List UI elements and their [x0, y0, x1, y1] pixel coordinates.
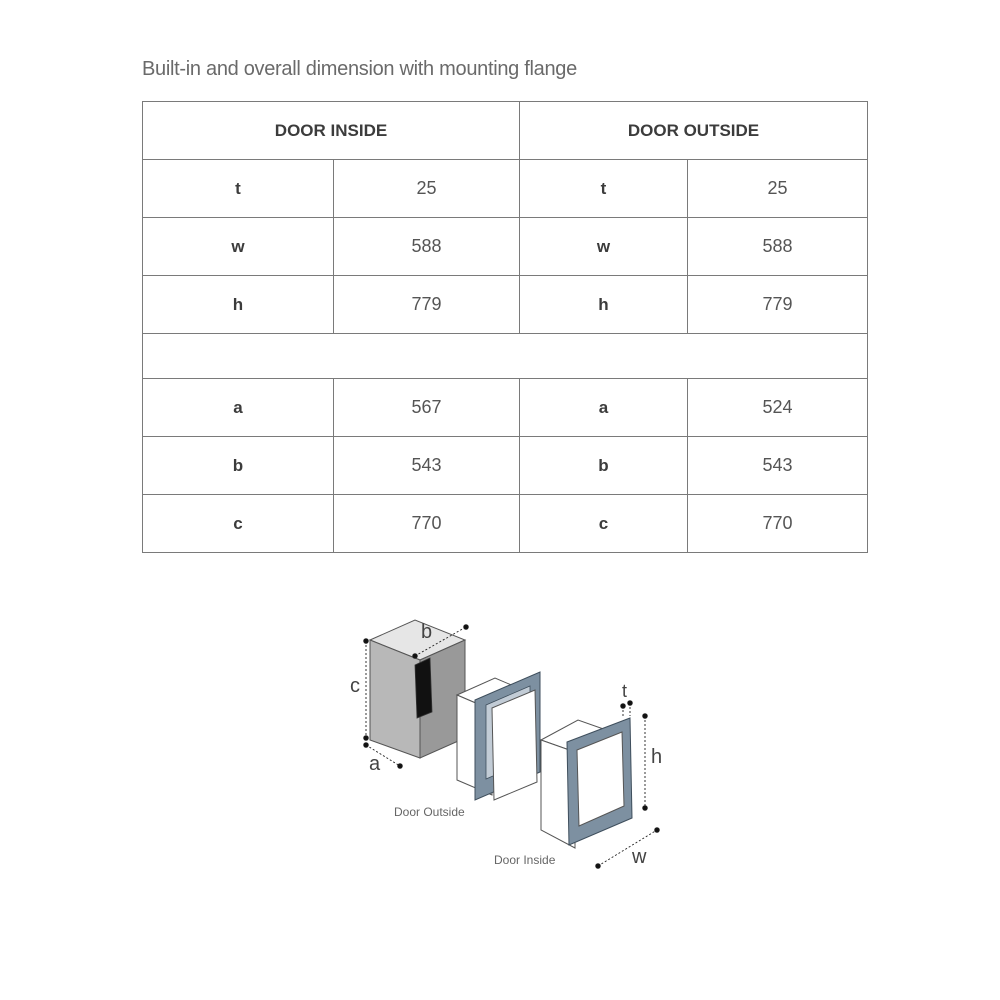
page-title: Built-in and overall dimension with mounting flange	[142, 58, 577, 80]
outside-value: 25	[688, 160, 868, 218]
table-row	[143, 218, 868, 276]
inside-value: 779	[334, 276, 520, 334]
outside-value: 524	[688, 379, 868, 437]
dimensions-table	[142, 101, 868, 553]
inside-value: 770	[334, 495, 520, 553]
inside-label: t	[143, 160, 334, 218]
door-inside-unit	[541, 718, 632, 848]
inside-value: 588	[334, 218, 520, 276]
cutout-box	[370, 620, 465, 758]
outside-value: 779	[688, 276, 868, 334]
dim-label-t: t	[622, 681, 628, 701]
outside-value: 588	[688, 218, 868, 276]
dim-label-b: b	[421, 621, 433, 643]
outside-label: h	[520, 276, 688, 334]
inside-value: 567	[334, 379, 520, 437]
inside-value: 543	[334, 437, 520, 495]
spacer-cell	[143, 334, 868, 379]
door-outside-unit	[457, 672, 540, 800]
table-row	[143, 379, 868, 437]
dim-label-a: a	[369, 753, 381, 775]
inside-value: 25	[334, 160, 520, 218]
table-row	[143, 437, 868, 495]
inside-label: w	[143, 218, 334, 276]
dim-label-h: h	[651, 746, 663, 768]
caption-door-outside: Door Outside	[394, 805, 465, 819]
header-door-outside: DOOR OUTSIDE	[520, 102, 868, 160]
outside-value: 770	[688, 495, 868, 553]
inside-label: b	[143, 437, 334, 495]
inside-label: a	[143, 379, 334, 437]
table-row	[143, 495, 868, 553]
table-row	[143, 160, 868, 218]
dim-label-w: w	[632, 846, 647, 868]
outside-label: c	[520, 495, 688, 553]
header-door-inside: DOOR INSIDE	[143, 102, 520, 160]
dimension-diagram	[330, 600, 690, 890]
outside-label: t	[520, 160, 688, 218]
outside-value: 543	[688, 437, 868, 495]
outside-label: a	[520, 379, 688, 437]
outside-label: w	[520, 218, 688, 276]
table-row	[143, 276, 868, 334]
table-header-row	[143, 102, 868, 160]
inside-label: h	[143, 276, 334, 334]
outside-label: b	[520, 437, 688, 495]
table-spacer-row	[143, 334, 868, 379]
inside-label: c	[143, 495, 334, 553]
dim-label-c: c	[350, 675, 360, 697]
caption-door-inside: Door Inside	[494, 853, 556, 867]
